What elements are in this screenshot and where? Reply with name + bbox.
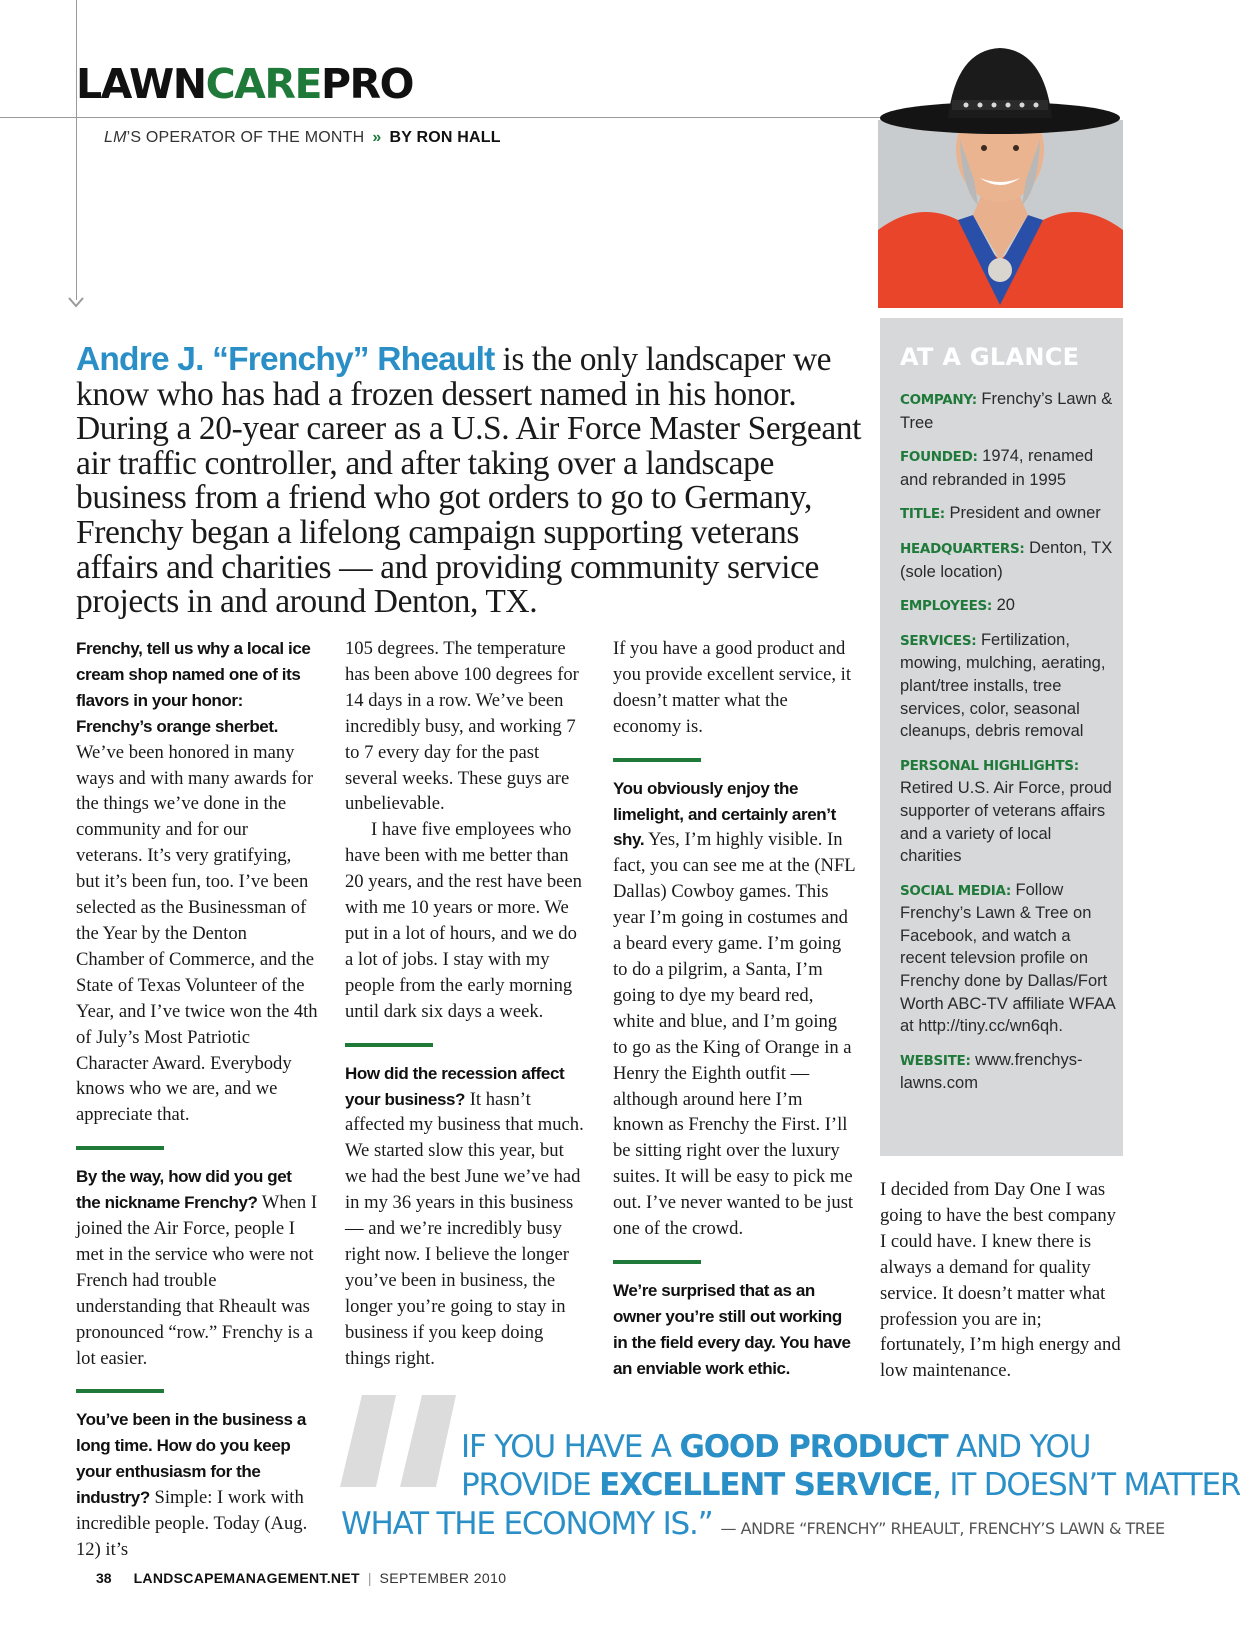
pullquote-line-2: [461, 1466, 1240, 1504]
footer-site: LANDSCAPEMANAGEMENT.NET: [133, 1570, 360, 1586]
sidebar-item-services: [900, 629, 1115, 743]
answer: We’ve been honored in many ways and with many awards for the things we’ve done in the community and for our veterans. It’s very gratifying, but it’s been fun, too. I’ve been selected as the Businessman of the Year by the Denton Chamber of Commerce, and the State of Texas Volunteer of the Year, and I’ve twice won the 4th of July’s Most Patriotic Character Award. Everybody knows who we are, and we appreciate that.: [76, 741, 318, 1126]
logo-lawn: LAWN: [76, 60, 206, 108]
sidebar-label: EMPLOYEES:: [900, 598, 993, 615]
sidebar-value: www.frenchys-lawns.com: [900, 1050, 1083, 1093]
horizontal-rule: [0, 117, 880, 118]
sidebar-item-headquarters: [900, 537, 1115, 583]
sidebar-label: HEADQUARTERS:: [900, 540, 1025, 557]
paragraph: 105 degrees. The temperature has been above 100 degrees for 14 days in a row. We’ve been incredibly busy, and working 7 to 7 every day for the past several weeks. These guys are unbelievable.: [345, 638, 579, 815]
sidebar-label: FOUNDED:: [900, 449, 978, 466]
column-1: [76, 636, 318, 1563]
qa-block: [76, 1164, 318, 1371]
sidebar-item-highlights: [900, 754, 1115, 868]
sidebar-label: PERSONAL HIGHLIGHTS:: [900, 757, 1079, 774]
sidebar-label: COMPANY:: [900, 392, 977, 408]
sidebar-label: SOCIAL MEDIA:: [900, 882, 1011, 899]
section-divider: [76, 1389, 164, 1393]
paragraph: If you have a good product and you provide excellent service, it doesn’t matter what the economy is.: [613, 638, 852, 737]
column-4: [880, 1177, 1125, 1384]
qa-block: [613, 776, 855, 1242]
sidebar-label: SERVICES:: [900, 632, 977, 649]
sidebar-item-title: [900, 502, 1115, 526]
pullquote-line-3: [341, 1505, 1165, 1548]
logo-care: CARE: [205, 60, 321, 108]
portrait-photo: [878, 30, 1123, 308]
sidebar-list: [900, 388, 1115, 1106]
sidebar-item-social-media: [900, 879, 1115, 1038]
sidebar-value: President and owner: [944, 504, 1101, 523]
chevron-right-icon: »: [372, 129, 382, 146]
question: We’re surprised that as an owner you’re still out working in the field every day. You have an enviable work ethic.: [613, 1280, 851, 1378]
sidebar-value: Frenchy’s Lawn & Tree: [900, 390, 1113, 432]
question: You obviously enjoy the limelight, and certainly aren’t shy.: [613, 778, 836, 850]
section-logo: [76, 60, 413, 108]
sidebar-item-company: [900, 388, 1115, 434]
section-divider: [76, 1146, 164, 1150]
down-arrow-icon: [68, 296, 84, 308]
quote-mark-icon: [340, 1395, 460, 1487]
pullquote-text: , IT DOESN’T MATTER: [932, 1467, 1240, 1503]
footer-divider: |: [367, 1570, 372, 1586]
answer: Yes, I’m highly visible. In fact, you can see me at the (NFL Dallas) Cowboy games. This year I’m going in costumes and a beard every game. I’m going to do a pilgrim, a Santa, I’m going to dye my beard red, white and blue, and I’m going to go as the King of Orange in a Henry the Eighth outfit — although around here I’m known as Frenchy the First. I’ll be sitting right over the luxury suites. It will be easy to pick me out. I’ve never wanted to be just one of the crowd.: [613, 829, 855, 1240]
question: Frenchy, tell us why a local ice cream shop named one of its flavors in your honor: Frenchy’s orange sherbet.: [76, 639, 311, 736]
qa-block: [76, 1407, 318, 1562]
paragraph: I have five employees who have been with me better than 20 years, and the rest have been with me 10 years or more. We put in a lot of hours, and we do a lot of jobs. I stay with my people from the early morning until dark six days a week.: [345, 819, 582, 1022]
pullquote-text: IF YOU HAVE A: [461, 1429, 680, 1465]
sidebar-label: TITLE:: [900, 506, 945, 523]
column-2: [345, 636, 587, 1371]
answer: Simple: I work with incredible people. Today (Aug. 12) it’s: [76, 1487, 308, 1560]
sidebar-value: 20: [992, 596, 1015, 615]
qa-block: [76, 636, 318, 1128]
section-divider: [613, 1260, 701, 1264]
pullquote-attribution: — ANDRE “FRENCHY” RHEAULT, FRENCHY’S LAWN & TREE: [720, 1519, 1165, 1538]
sidebar-label: WEBSITE:: [900, 1052, 971, 1069]
question: By the way, how did you get the nickname Frenchy?: [76, 1167, 292, 1213]
intro-text: is the only landscaper we know who has had a frozen dessert named in his honor. During a 20-year career as a U.S. Air Force Master Sergeant air traffic controller, and after taking over a landscape business from a friend who got orders to go to Germany, Frenchy began a lifelong campaign supporting veterans affairs and charities — and providing community service projects in and around Denton, TX.: [76, 341, 862, 621]
sidebar-value: Denton, TX (sole location): [900, 538, 1113, 581]
subject-name: Andre J. “Frenchy” Rheault: [76, 341, 495, 378]
section-divider: [613, 758, 701, 762]
pullquote-emphasis: GOOD PRODUCT: [679, 1429, 948, 1465]
sidebar-value: Follow Frenchy’s Lawn & Tree on Facebook, and watch a recent televsion profile on Frenchy done by Dallas/Fort Worth ABC-TV affiliate WFAA at http://tiny.cc/wn6qh.: [900, 880, 1115, 1036]
pullquote-emphasis: EXCELLENT SERVICE: [599, 1467, 933, 1503]
sidebar-value: 1974, renamed and rebranded in 1995: [900, 447, 1094, 489]
page-footer: [96, 1570, 506, 1586]
pullquote-line-1: [461, 1428, 1090, 1466]
column-3: [613, 636, 855, 1382]
qa-block: [613, 1278, 855, 1382]
page-number: 38: [96, 1570, 112, 1586]
sidebar-item-founded: [900, 445, 1115, 491]
pullquote-text: AND YOU: [947, 1429, 1091, 1465]
author-byline: BY RON HALL: [389, 129, 501, 146]
vertical-rule: [76, 0, 77, 300]
sidebar-item-employees: [900, 594, 1115, 618]
sidebar-value: Retired U.S. Air Force, proud supporter of veterans affairs and a variety of local charities: [900, 779, 1112, 866]
qa-block: [345, 1061, 587, 1372]
question: You’ve been in the business a long time. How do you keep your enthusiasm for the industry?: [76, 1410, 306, 1508]
intro-deck: [76, 343, 866, 620]
section-label: ’S OPERATOR OF THE MONTH: [126, 129, 365, 146]
answer: When I joined the Air Force, people I met in the service who were not French had trouble understanding that Rheault was pronounced “row.” Frenchy is a lot easier.: [76, 1192, 318, 1369]
pullquote-text: PROVIDE: [461, 1467, 600, 1503]
sidebar-item-website: [900, 1049, 1115, 1095]
paragraph: I decided from Day One I was going to have the best company I could have. I knew there is always a demand for quality service. It doesn’t matter what profession you are in; fortunately, I’m high energy and low maintenance.: [880, 1179, 1121, 1382]
byline: [104, 129, 501, 147]
footer-date: SEPTEMBER 2010: [379, 1570, 507, 1586]
section-italic: LM: [104, 129, 127, 146]
sidebar-value: Fertilization, mowing, mulching, aerating, plant/tree installs, tree services, color, seasonal cleanups, debris removal: [900, 630, 1106, 741]
sidebar-title: AT A GLANCE: [900, 343, 1080, 371]
logo-pro: PRO: [320, 60, 413, 108]
question: How did the recession affect your business?: [345, 1063, 565, 1109]
pullquote-text: WHAT THE ECONOMY IS.”: [341, 1506, 713, 1542]
answer: It hasn’t affected my business that much. We started slow this year, but we had the best June we’ve had in my 36 years in this business — and we’re incredibly busy right now. I believe the longer you’ve been in business, the longer you’re going to stay in business if you keep doing things right.: [345, 1088, 584, 1369]
section-divider: [345, 1043, 433, 1047]
